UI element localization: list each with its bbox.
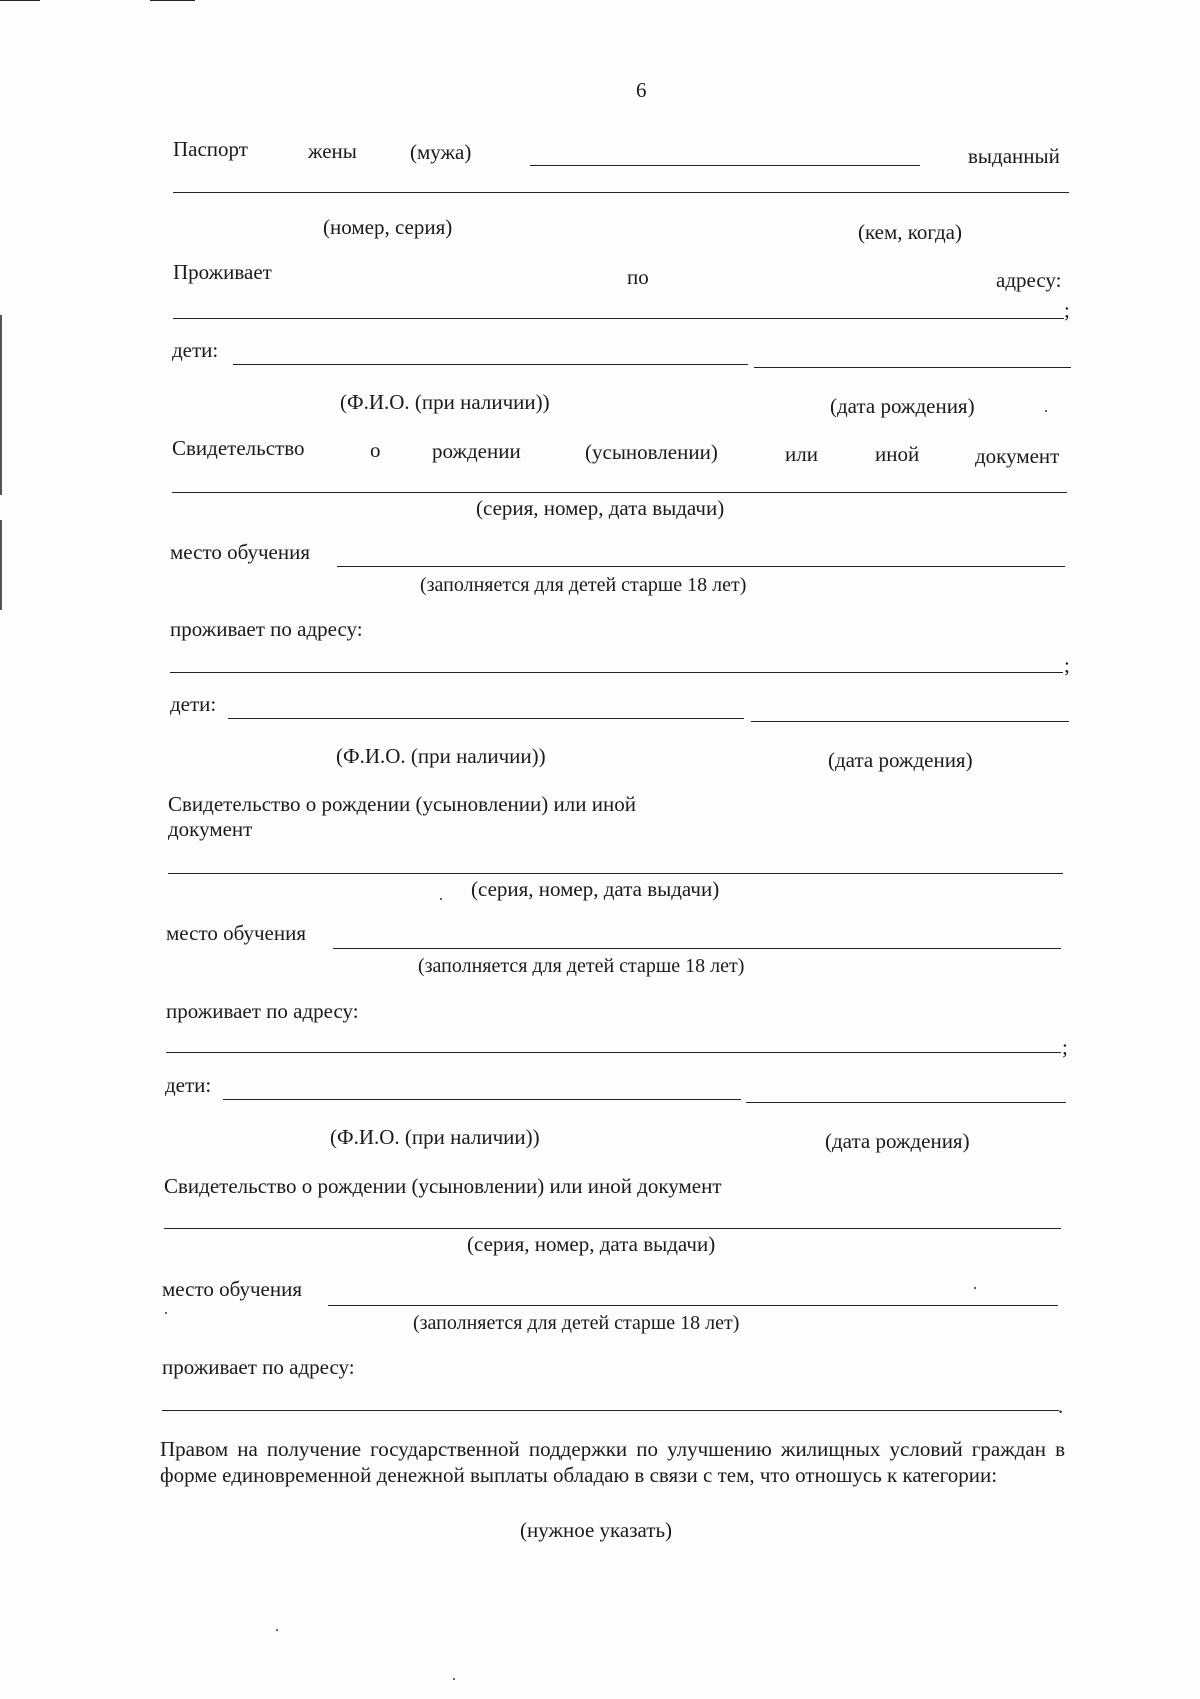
scan-top-mark xyxy=(0,0,40,1)
address-label: проживает по адресу: xyxy=(162,1355,355,1379)
label-husband: (мужа) xyxy=(410,140,472,164)
hint-cert: (серия, номер, дата выдачи) xyxy=(467,1232,716,1256)
page-number: 6 xyxy=(636,78,647,102)
hint-name: (Ф.И.О. (при наличии)) xyxy=(340,390,550,414)
passport-details-field[interactable] xyxy=(173,192,1069,193)
study-hint: (заполняется для детей старше 18 лет) xyxy=(413,1312,740,1334)
hint-issuer: (кем, когда) xyxy=(858,220,962,244)
study-field[interactable] xyxy=(328,1305,1058,1306)
scan-edge-mark xyxy=(0,315,2,495)
study-label: место обучения xyxy=(162,1277,303,1301)
cert-word: документ xyxy=(975,444,1060,468)
label-issued: выданный xyxy=(968,144,1060,168)
child-birthdate-field[interactable] xyxy=(754,367,1071,368)
address-field[interactable] xyxy=(166,1052,1061,1053)
child-label: дети: xyxy=(165,1073,212,1097)
hint-birth: (дата рождения) xyxy=(825,1129,970,1153)
label-passport: Паспорт xyxy=(173,137,248,161)
scan-speck xyxy=(1045,410,1047,412)
cert-word: о xyxy=(370,438,381,462)
study-hint: (заполняется для детей старше 18 лет) xyxy=(420,574,747,596)
hint-cert: (серия, номер, дата выдачи) xyxy=(471,877,720,901)
scan-top-mark xyxy=(150,0,195,1)
hint-number: (номер, серия) xyxy=(323,215,453,239)
label-at: по xyxy=(627,265,649,289)
hint-name: (Ф.И.О. (при наличии)) xyxy=(330,1125,540,1149)
scan-edge-mark xyxy=(0,520,2,610)
study-field[interactable] xyxy=(333,948,1061,949)
end-mark: ; xyxy=(1062,1035,1068,1059)
cert-word: рождении xyxy=(432,439,521,463)
label-lives: Проживает xyxy=(173,260,272,284)
hint-cert: (серия, номер, дата выдачи) xyxy=(476,496,725,520)
hint-name: (Ф.И.О. (при наличии)) xyxy=(336,744,546,768)
passport-wife-field[interactable] xyxy=(530,165,920,166)
cert-word: или xyxy=(785,442,818,466)
address-label: проживает по адресу: xyxy=(166,999,359,1023)
hint-birth: (дата рождения) xyxy=(828,748,973,772)
cert-field[interactable] xyxy=(168,873,1063,874)
scan-speck xyxy=(974,1287,976,1289)
cert-field[interactable] xyxy=(172,492,1067,493)
study-label: место обучения xyxy=(166,921,307,945)
cert-field[interactable] xyxy=(164,1228,1061,1229)
study-hint: (заполняется для детей старше 18 лет) xyxy=(418,955,745,977)
address-field[interactable] xyxy=(162,1410,1059,1411)
cert-line: документ xyxy=(168,817,253,841)
scan-speck xyxy=(165,1312,167,1314)
child-name-field[interactable] xyxy=(233,364,748,365)
spouse-address-field[interactable] xyxy=(173,318,1064,319)
label-wife: жены xyxy=(308,139,357,163)
study-field[interactable] xyxy=(337,566,1065,567)
address-label: проживает по адресу: xyxy=(170,617,363,641)
child-birthdate-field[interactable] xyxy=(751,721,1069,722)
label-address: адресу: xyxy=(996,268,1062,292)
cert-word: Свидетельство xyxy=(172,436,305,460)
cert-word: иной xyxy=(875,442,920,466)
end-mark: . xyxy=(1058,1394,1064,1418)
cert-word: (усыновлении) xyxy=(585,440,718,464)
cert-line: Свидетельство о рождении (усыновлении) или иной xyxy=(168,792,636,816)
child-name-field[interactable] xyxy=(223,1099,741,1100)
scan-speck xyxy=(276,1629,278,1631)
scan-speck xyxy=(453,1678,455,1680)
hint-birth: (дата рождения) xyxy=(830,394,975,418)
end-mark: ; xyxy=(1064,298,1070,322)
study-label: место обучения xyxy=(170,540,311,564)
child-label: дети: xyxy=(172,338,219,362)
child-name-field[interactable] xyxy=(228,718,744,719)
child-label: дети: xyxy=(170,692,217,716)
entitlement-text: Правом на получение государственной поддержки по улучшению жилищных условий граждан в форме единовременной денежной выплаты обладаю в связи с тем, что отношусь к категории: xyxy=(160,1437,1065,1487)
hint-category: (нужное указать) xyxy=(520,1518,673,1542)
child-birthdate-field[interactable] xyxy=(746,1102,1066,1103)
scan-speck xyxy=(440,898,442,900)
end-mark: ; xyxy=(1064,653,1070,677)
cert-line: Свидетельство о рождении (усыновлении) или иной документ xyxy=(164,1174,722,1198)
address-field[interactable] xyxy=(170,672,1063,673)
